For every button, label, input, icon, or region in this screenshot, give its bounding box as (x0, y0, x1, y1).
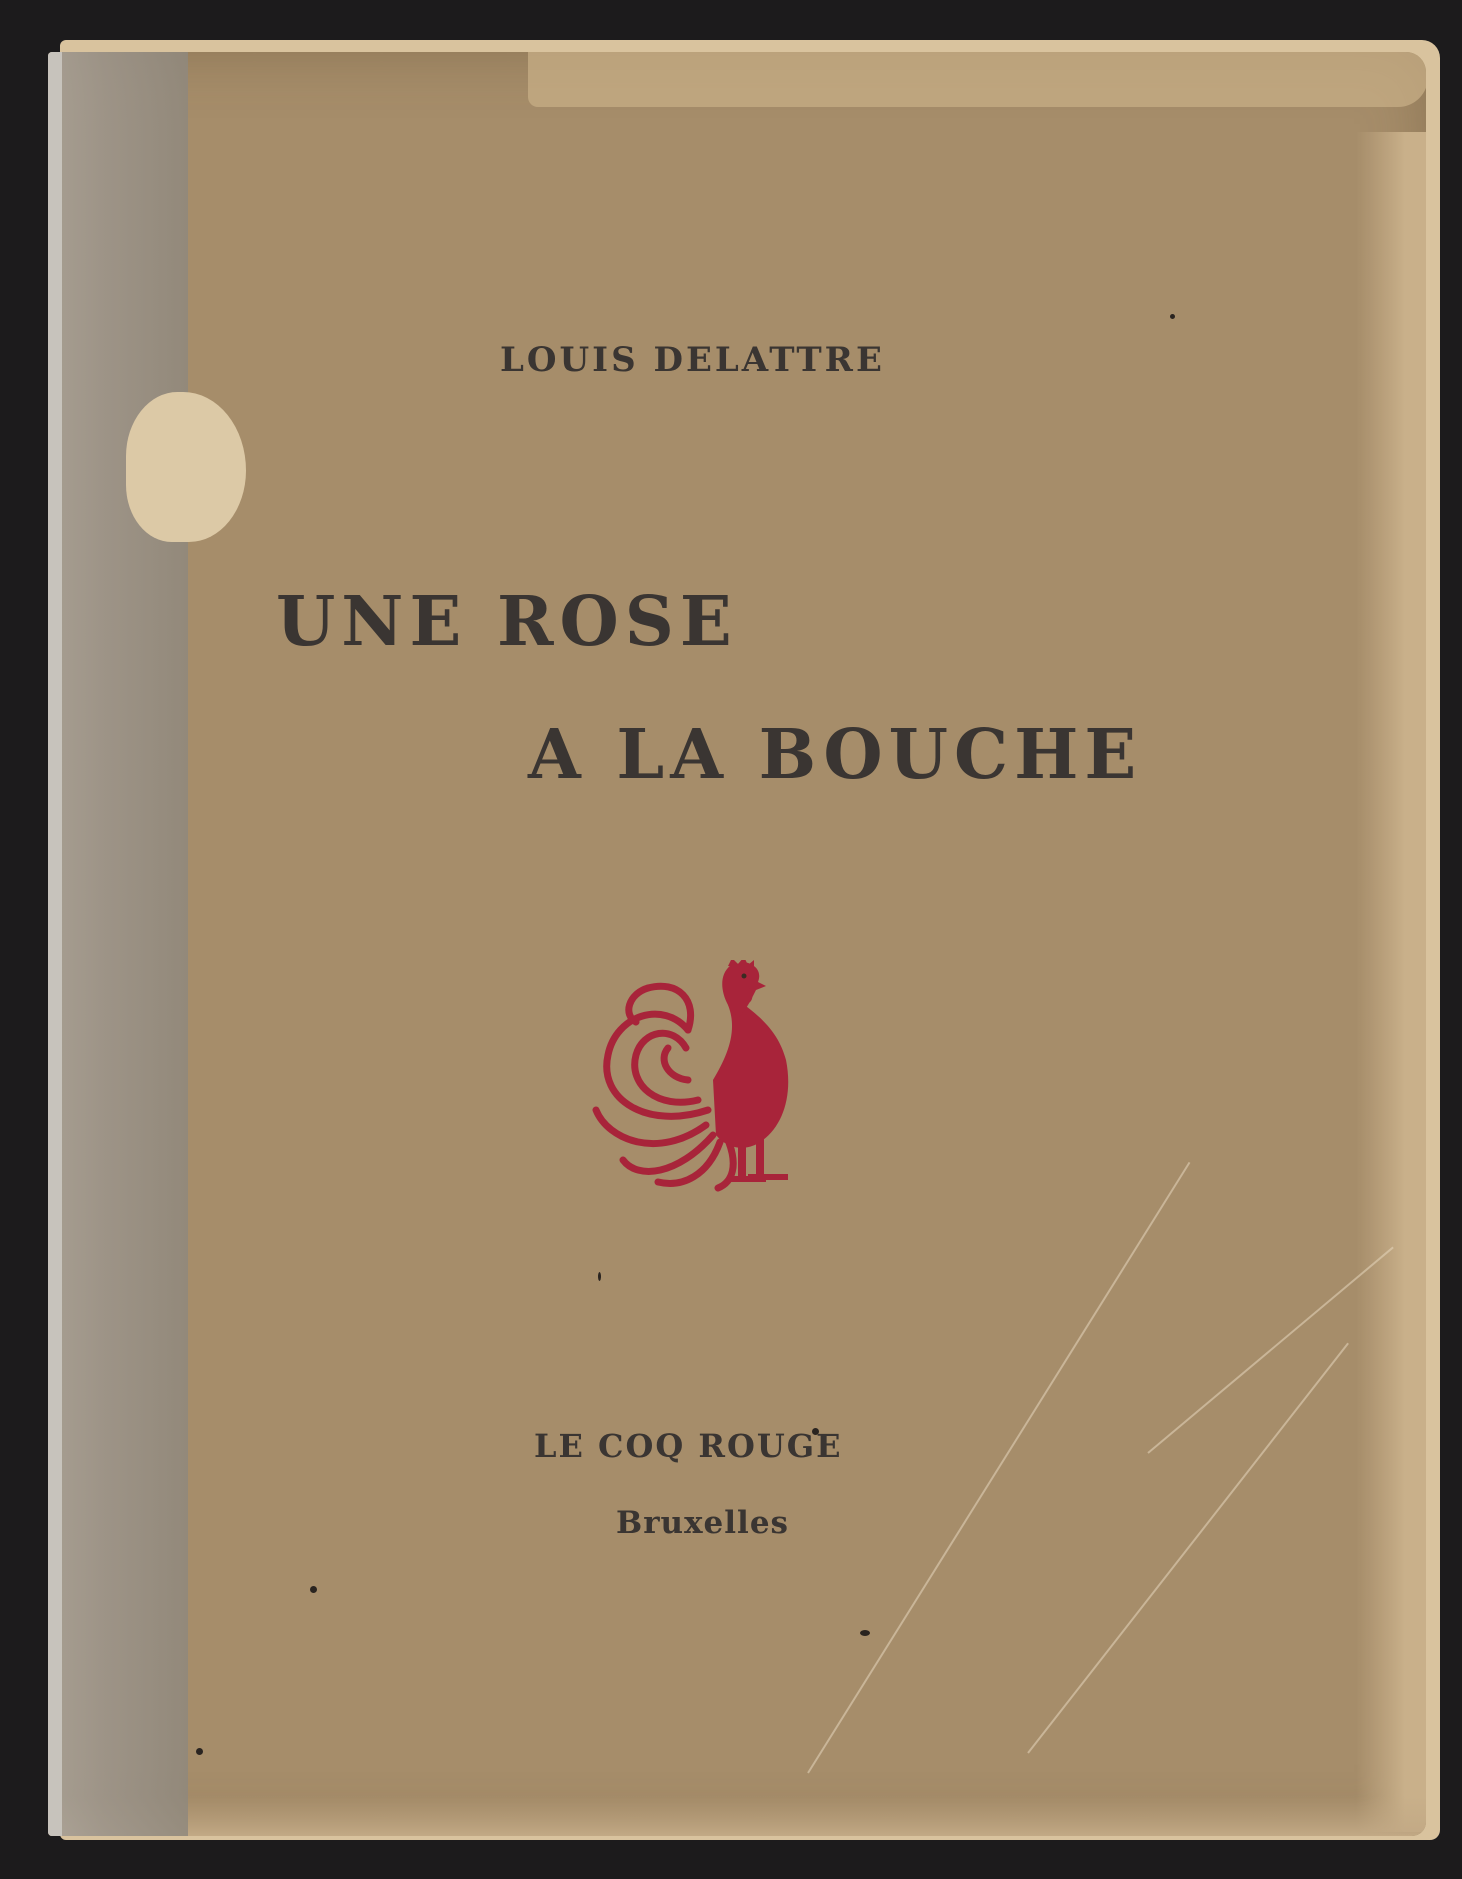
ink-speck (1170, 314, 1175, 319)
ink-speck (310, 1586, 317, 1593)
publisher-name: LE COQ ROUGE (534, 1427, 843, 1465)
spine-edge (48, 52, 62, 1836)
book-title-line-1: UNE ROSE (276, 582, 738, 662)
publisher-city: Bruxelles (616, 1505, 790, 1541)
book-cover (48, 52, 1426, 1836)
author-name: LOUIS DELATTRE (500, 340, 885, 380)
worn-bottom-edge (48, 1796, 1426, 1836)
worn-right-edge (1356, 132, 1426, 1832)
ink-speck (196, 1748, 203, 1755)
torn-patch (126, 392, 246, 542)
ink-speck (598, 1272, 601, 1281)
ink-speck (860, 1630, 870, 1636)
book-title-line-2: A LA BOUCHE (528, 715, 1143, 795)
crease-line (1027, 1343, 1349, 1754)
rooster-icon (588, 960, 823, 1192)
crease-line (807, 1162, 1190, 1774)
worn-top-edge (528, 52, 1426, 107)
spine-tape (48, 52, 188, 1836)
